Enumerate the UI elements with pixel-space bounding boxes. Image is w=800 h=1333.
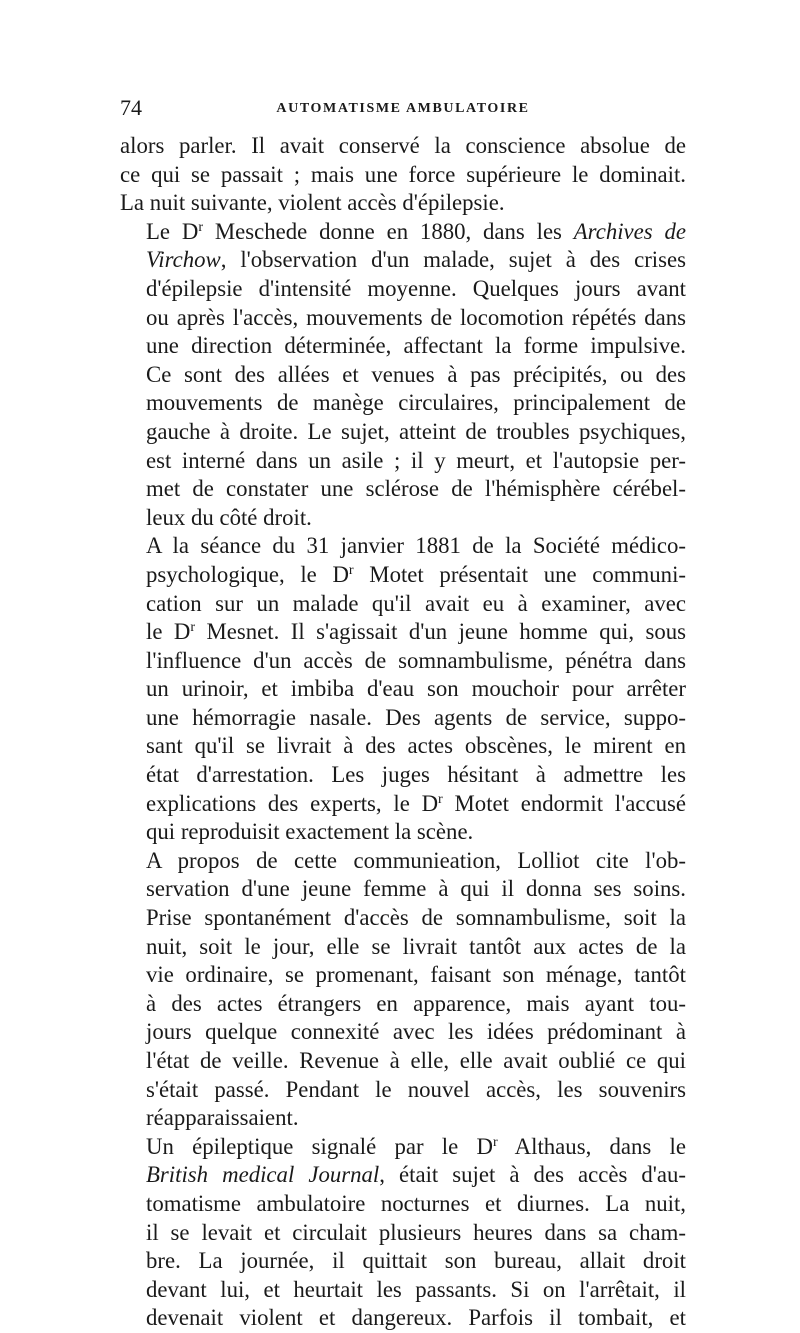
text-line: psychologique, le $D^r$ Motet présentait une communi- [146,561,686,587]
text-line: à des actes étrangers en apparence, mais ayant tou- [146,990,686,1016]
paragraph [120,218,686,533]
text-line: jours quelque connexité avec les idées prédominant à [146,1019,686,1045]
paragraph [120,532,686,847]
text-line: Virchow, l'observation d'un malade, sujet à des crises [146,247,686,273]
text-line: bre. La journée, il quittait son bureau, allait droit [146,1248,686,1274]
text-line: l'état de veille. Revenue à elle, elle avait oublié ce qui [146,1048,686,1073]
text-line: s'était passé. Pendant le nouvel accès, les souvenirs [146,1076,686,1102]
italic-title: Archives de [573,218,686,244]
text-line: devant lui, et heurtait les passants. Si on l'arrêtait, il [146,1276,686,1302]
text-line: Prise spontanément d'accès de somnambulisme, soit la [146,905,686,931]
text-line: alors parler. Il avait conservé la conscience absolue de [120,133,686,158]
italic-title: British medical Journal [146,1162,380,1188]
text-line: réapparaissaient. [146,1105,299,1131]
text-line: A propos de cette communieation, Lolliot cite l'ob- [146,847,686,873]
superscript: r [348,562,354,579]
text-line: Ce sont des allées et venues à pas précipités, ou des [146,361,686,387]
text-line: une hémorragie nasale. Des agents de service, suppo- [146,704,686,730]
paragraph [120,847,686,1133]
superscript: r [492,1134,498,1151]
text-line: l'influence d'un accès de somnambulisme, pénétra dans [146,647,686,673]
text-line: une direction déterminée, affectant la forme impulsive. [146,333,686,359]
text-line: British medical Journal, était sujet à des accès d'au- [146,1162,686,1188]
running-head [120,96,686,120]
text-line: servation d'une jeune femme à qui il donna ses soins. [146,876,686,902]
running-title: AUTOMATISME AMBULATOIRE [276,101,530,116]
italic-title: Virchow [146,247,221,273]
text-line: un urinoir, et imbiba d'eau son mouchoir pour arrêter [146,676,686,702]
text-line: vie ordinaire, se promenant, faisant son ménage, tantôt [146,962,686,988]
text-line: ce qui se passait ; mais une force supérieure le dominait. [120,161,686,187]
text-line: devenait violent et dangereux. Parfois il tombait, et [146,1305,686,1331]
paragraph [120,132,686,218]
text-line: met de constater une sclérose de l'hémisphère cérébel- [146,476,686,502]
text-line: il se levait et circulait plusieurs heures dans sa cham- [146,1219,686,1245]
superscript: r [198,219,204,236]
text-line: cation sur un malade qu'il avait eu à examiner, avec [146,590,686,616]
page-number: 74 [120,95,142,120]
text-line: tomatisme ambulatoire nocturnes et diurnes. La nuit, [146,1190,686,1216]
text-line: La nuit suivante, violent accès d'épilepsie. [120,190,505,216]
text-line: gauche à droite. Le sujet, atteint de troubles psychiques, [146,418,686,444]
text-line: est interné dans un asile ; il y meurt, et l'autopsie per- [146,447,686,473]
body-text [120,132,686,1333]
text-line: sant qu'il se livrait à des actes obscènes, le mirent en [146,733,686,759]
text-line: d'épilepsie d'intensité moyenne. Quelques jours avant [146,275,686,301]
text-line: A la séance du 31 janvier 1881 de la Société médico- [146,533,686,559]
paragraph [120,1133,686,1333]
text-line: Le $D^r$ Meschede donne en 1880, dans les Archives de [146,218,686,244]
text-line: qui reproduisit exactement la scène. [146,819,474,845]
text-line: Un épileptique signalé par le $D^r$ Althaus, dans le [146,1133,686,1159]
text-line: mouvements de manège circulaires, principalement de [146,390,686,416]
superscript: r [438,790,443,807]
text-line: leux du côté droit. [146,504,312,530]
text-line: ou après l'accès, mouvements de locomotion répétés dans [146,304,686,330]
text-line: état d'arrestation. Les juges hésitant à admettre les [146,762,686,788]
superscript: r [190,619,196,636]
text-line: le $D^r$ Mesnet. Il s'agissait d'un jeune homme qui, sous [146,619,686,645]
book-page [120,96,686,1333]
text-line: explications des experts, le $D^r$ Motet endormit l'accusé [146,790,686,816]
text-line: nuit, soit le jour, elle se livrait tantôt aux actes de la [146,933,686,959]
